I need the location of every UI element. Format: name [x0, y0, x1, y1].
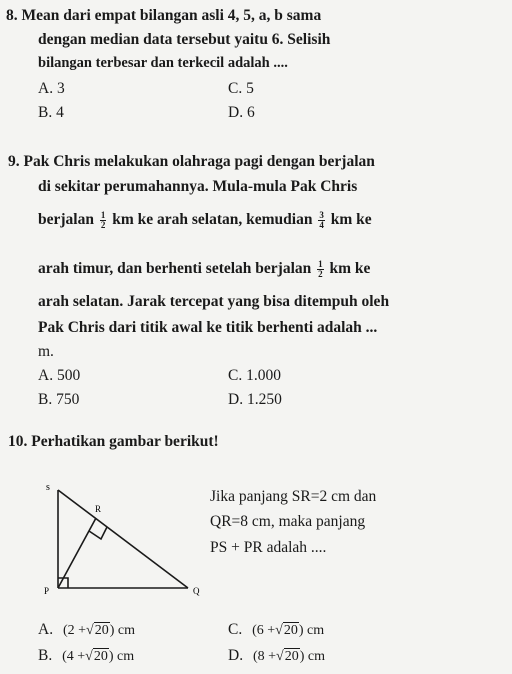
- q10-option-a[interactable]: A. (2 +√20) cm: [38, 620, 135, 641]
- q9-line-4-a: arah timur, dan berhenti setelah berjalan: [38, 260, 312, 277]
- label-q: Q: [193, 586, 200, 596]
- q8-line-1: 8. Mean dari empat bilangan asli 4, 5, a, b sama: [6, 7, 322, 24]
- sqrt-symbol: √20: [276, 649, 299, 664]
- sqrt-symbol: √20: [85, 649, 108, 664]
- fraction-one-half-2: $\frac{1}{2}$: [318, 258, 323, 279]
- q9-line-3: [38, 210, 372, 230]
- sqrt-symbol: √20: [275, 623, 298, 638]
- q9-option-d[interactable]: D. 1.250: [228, 391, 282, 408]
- q10-option-d[interactable]: D. (8 +√20) cm: [228, 646, 325, 667]
- fraction-one-half: $\frac{1}{2}$: [100, 209, 106, 230]
- q8-line-3: bilangan terbesar dan terkecil adalah ....: [38, 55, 288, 71]
- q8-option-b[interactable]: B. 4: [38, 104, 64, 121]
- q9-line-3-a: berjalan: [38, 211, 94, 228]
- fraction-three-quarters: $\frac{3}{4}$: [319, 209, 324, 230]
- q9-line-6: Pak Chris dari titik awal ke titik berhenti adalah ...: [38, 319, 378, 336]
- q9-line-3-c: km ke: [330, 211, 372, 228]
- q9-line-2: di sekitar perumahannya. Mula-mula Pak Chris: [38, 178, 358, 195]
- q9-line-4: [38, 259, 370, 279]
- label-s: s: [46, 482, 50, 493]
- q10-text-1: Jika panjang SR=2 cm dan: [210, 488, 377, 505]
- q10-option-c[interactable]: C. (6 +√20) cm: [228, 620, 324, 641]
- q10-text-3: PS + PR adalah ....: [210, 539, 327, 556]
- q9-line-7: m.: [38, 343, 54, 360]
- q8-line-2: dengan median data tersebut yaitu 6. Selisih: [38, 31, 331, 48]
- q9-option-a[interactable]: A. 500: [38, 367, 81, 384]
- q9-line-5: arah selatan. Jarak tercepat yang bisa ditempuh oleh: [38, 293, 390, 310]
- q10-option-b[interactable]: B. (4 +√20) cm: [38, 646, 134, 667]
- label-p: P: [44, 586, 50, 596]
- q8-option-c[interactable]: C. 5: [228, 80, 254, 97]
- q9-option-b[interactable]: B. 750: [38, 391, 80, 408]
- sqrt-symbol: √20: [86, 623, 109, 638]
- q9-option-c[interactable]: C. 1.000: [228, 367, 281, 384]
- q8-option-d[interactable]: D. 6: [228, 104, 255, 121]
- q10-text-2: QR=8 cm, maka panjang: [210, 513, 366, 530]
- right-angle-mark-r: [89, 527, 107, 539]
- q9-line-4-b: km ke: [329, 260, 371, 277]
- right-triangle-figure: [38, 470, 238, 600]
- label-r: R: [95, 504, 102, 514]
- q9-line-3-b: km ke arah selatan, kemudian: [112, 211, 313, 228]
- q9-line-1: 9. Pak Chris melakukan olahraga pagi dengan berjalan: [8, 153, 375, 170]
- hypotenuse-sq: [58, 490, 188, 588]
- q8-option-a[interactable]: A. 3: [38, 80, 65, 97]
- q10-line-1: 10. Perhatikan gambar berikut!: [8, 433, 219, 450]
